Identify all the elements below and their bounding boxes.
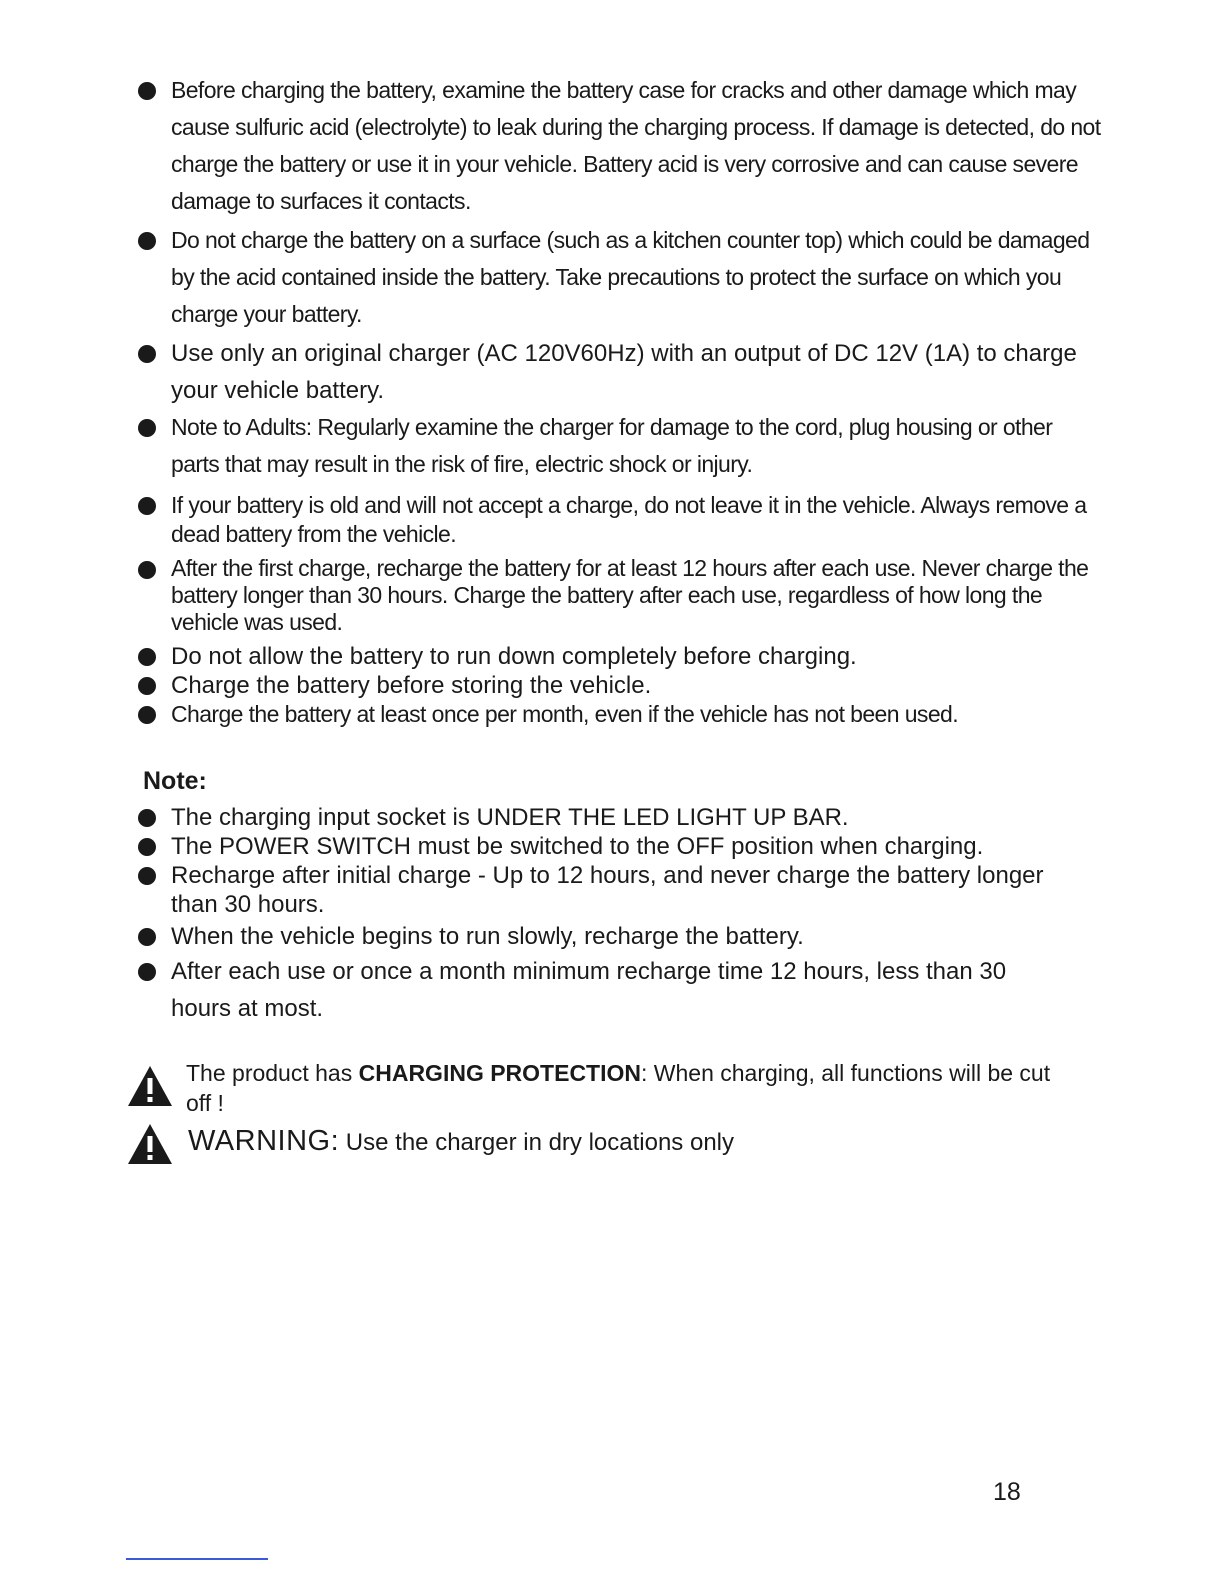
list-item: Note to Adults: Regularly examine the charger for damage to the cord, plug housing or other parts that may result in the risk of fire, electric shock or injury.: [138, 409, 1098, 483]
list-item: If your battery is old and will not accept a charge, do not leave it in the vehicle. Always remove a dead battery from the vehicle.: [138, 491, 1098, 549]
precautions-list: [138, 72, 1101, 729]
bullet-icon: [138, 677, 156, 695]
bullet-icon: [138, 82, 156, 100]
warning-triangle-icon: [126, 1122, 174, 1166]
footer-divider: [126, 1558, 268, 1560]
list-item: Recharge after initial charge - Up to 12 hours, and never charge the battery longer than 30 hours.: [138, 861, 1061, 919]
bullet-icon: [138, 345, 156, 363]
warning-triangle-icon: [126, 1064, 174, 1108]
charging-protection-notice: [126, 1058, 1086, 1118]
warning-notice: [126, 1122, 1086, 1166]
bullet-icon: [138, 838, 156, 856]
warning-text: WARNING: Use the charger in dry locations only: [188, 1125, 735, 1157]
charging-protection-text: The product has CHARGING PROTECTION: When charging, all functions will be cut off !: [186, 1060, 1051, 1116]
bullet-icon: [138, 809, 156, 827]
bullet-icon: [138, 232, 156, 250]
list-item: Charge the battery at least once per month, even if the vehicle has not been used.: [138, 700, 1098, 729]
list-item: Do not charge the battery on a surface (such as a kitchen counter top) which could be damaged by the acid contained inside the battery. Take precautions to protect the surface on which you charge your battery.: [138, 222, 1098, 333]
bullet-icon: [138, 706, 156, 724]
bullet-icon: [138, 648, 156, 666]
list-item: When the vehicle begins to run slowly, recharge the battery.: [138, 922, 1098, 951]
warning-label: WARNING:: [188, 1125, 340, 1157]
note-list: [138, 803, 1098, 1027]
list-item: The POWER SWITCH must be switched to the OFF position when charging.: [138, 832, 1098, 861]
list-item: The charging input socket is UNDER THE LED LIGHT UP BAR.: [138, 803, 1098, 832]
list-item: After the first charge, recharge the battery for at least 12 hours after each use. Never charge the battery longer than 30 hours. Charge the battery after each use, regardless of how long the vehicle was used.: [138, 555, 1098, 636]
bullet-icon: [138, 561, 156, 579]
note-heading: Note:: [143, 767, 207, 795]
list-item: Charge the battery before storing the vehicle.: [138, 671, 1098, 700]
bullet-icon: [138, 497, 156, 515]
list-item: Do not allow the battery to run down completely before charging.: [138, 642, 1098, 671]
bullet-icon: [138, 867, 156, 885]
list-item: Use only an original charger (AC 120V60Hz) with an output of DC 12V (1A) to charge your vehicle battery.: [138, 335, 1098, 409]
list-item: After each use or once a month minimum recharge time 12 hours, less than 30 hours at most.: [138, 953, 1071, 1027]
bullet-icon: [138, 928, 156, 946]
page-number: 18: [993, 1478, 1021, 1506]
list-item: Before charging the battery, examine the battery case for cracks and other damage which may cause sulfuric acid (electrolyte) to leak during the charging process. If damage is detected, do not charge the battery or use it in your vehicle. Battery acid is very corrosive and can cause severe damage to surfaces it contacts.: [138, 72, 1101, 220]
bullet-icon: [138, 963, 156, 981]
bullet-icon: [138, 419, 156, 437]
